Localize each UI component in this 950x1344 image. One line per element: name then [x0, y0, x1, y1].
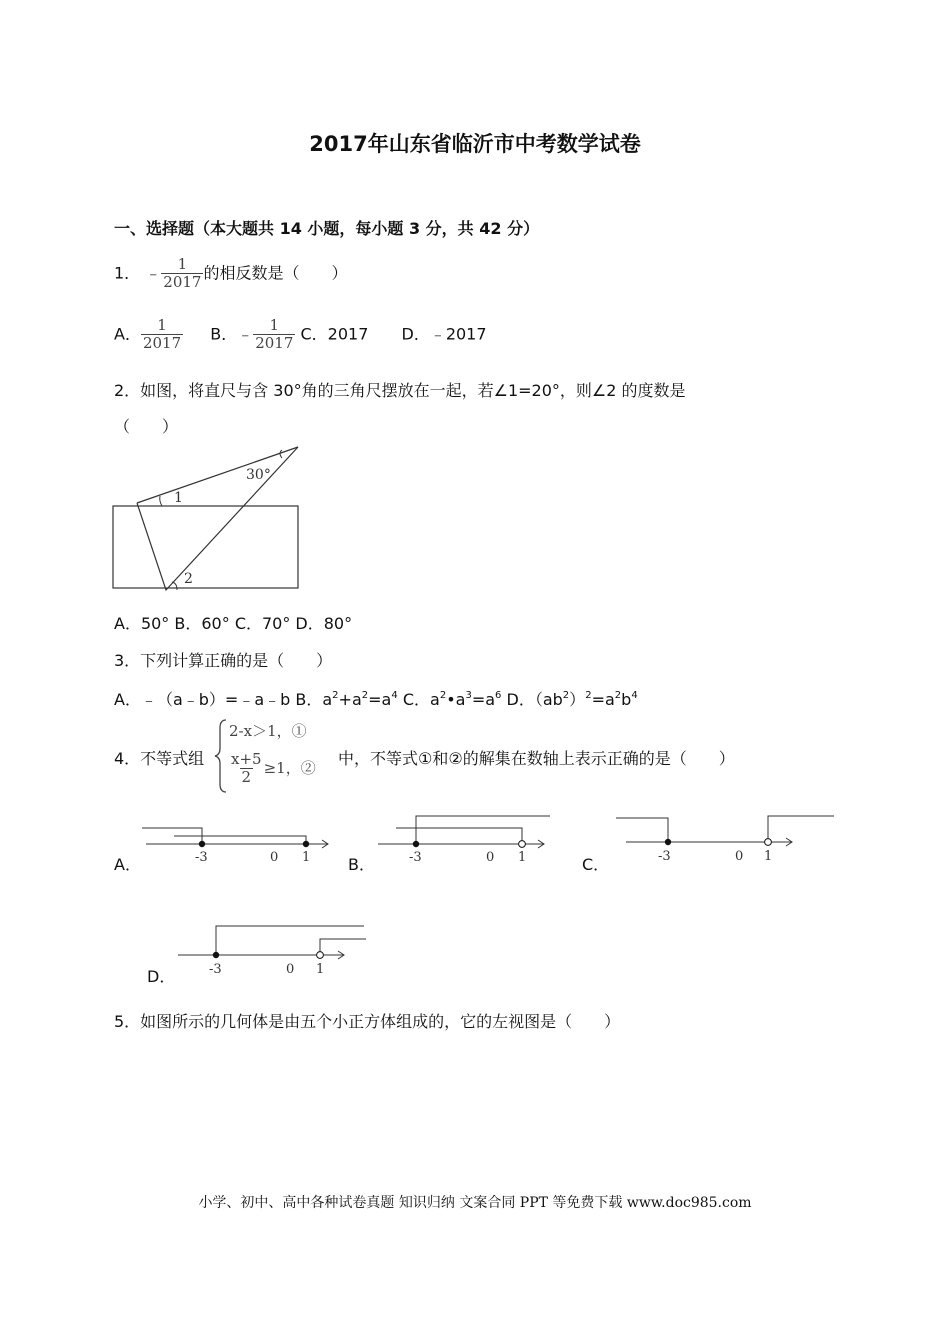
label-angle-2: 2	[184, 571, 193, 587]
q1-number: 1．	[114, 263, 141, 283]
svg-text:-3: -3	[209, 962, 222, 977]
svg-text:1: 1	[302, 850, 311, 865]
a-solid-point-m3	[199, 841, 205, 847]
svg-text:-3: -3	[195, 850, 208, 865]
q4-prefix: 4．不等式组	[114, 749, 205, 768]
q1-option-a-fraction	[141, 318, 183, 352]
q4-option-a-numberline	[138, 818, 338, 868]
q3-stem: 3．下列计算正确的是（ ）	[114, 651, 333, 670]
q1-frac-num: 1	[177, 255, 188, 273]
svg-text:1: 1	[316, 962, 325, 977]
q1-option-b-fraction	[253, 318, 295, 352]
angle-30-arc	[280, 450, 282, 458]
section-heading: 一、选择题（本大题共 14 小题，每小题 3 分，共 42 分）	[114, 219, 540, 238]
q4-option-c-label: C．	[582, 855, 610, 874]
q4-option-b-label: B．	[348, 855, 375, 874]
q2-blank: （ ）	[114, 417, 179, 436]
q1-frac-den: 2017	[163, 272, 202, 291]
q2-options: A．50° B．60° C．70° D．80°	[114, 614, 353, 633]
q1-option-a-label: A．	[114, 324, 141, 344]
q1-a-num: 1	[157, 316, 167, 334]
q4-inequality-2: $\frac{x+5}{2}$ ≥1，②	[231, 750, 316, 786]
q3-option-a: A．﹣（a﹣b）=﹣a﹣b	[114, 690, 291, 709]
q1-option-b-label: B．﹣	[210, 324, 254, 344]
q1-b-den: 2017	[255, 333, 294, 352]
q4-option-c-numberline	[612, 810, 838, 870]
q4-option-d-numberline	[172, 920, 372, 980]
label-30deg: 30°	[246, 467, 271, 483]
q1-fraction	[161, 257, 203, 291]
svg-text:0: 0	[270, 850, 279, 865]
q4-option-a-label: A．	[114, 855, 141, 874]
q1-option-d: D．﹣2017	[401, 324, 487, 344]
q4-ineq2-fraction: $\frac{x+5}{2}$	[231, 750, 262, 786]
page-footer: 小学、初中、高中各种试卷真题 知识归纳 文案合同 PPT 等免费下载 www.doc985.com	[198, 1195, 752, 1211]
q3-option-c: C．$a^2•a^3=a^6$	[402, 690, 502, 709]
svg-text:-3: -3	[658, 849, 671, 864]
q4-suffix: 中，不等式①和②的解集在数轴上表示正确的是（ ）	[338, 749, 735, 768]
triangle	[137, 447, 298, 590]
question-1	[114, 257, 348, 291]
q2-stem: 2．如图，将直尺与含 30°角的三角尺摆放在一起，若∠1=20°，则∠2 的度数是	[114, 381, 686, 400]
q4-inequality-1: 2-x＞1，①	[229, 722, 307, 740]
q1-b-num: 1	[269, 316, 280, 334]
q1-text: 的相反数是（ ）	[203, 263, 348, 283]
a-solid-point-1	[303, 841, 309, 847]
q3-options	[114, 687, 638, 710]
q3-option-b: B．$a^2+a^2=a^4$	[295, 690, 398, 709]
svg-text:0: 0	[486, 850, 495, 865]
angle-1-arc	[160, 496, 162, 506]
page-title: 2017年山东省临沂市中考数学试卷	[309, 132, 641, 156]
q1-a-den: 2017	[142, 333, 182, 352]
q4-option-d-label: D．	[147, 967, 176, 986]
q2-figure	[110, 440, 310, 600]
q1-option-c: C．2017	[300, 324, 369, 344]
svg-text:1: 1	[764, 849, 773, 864]
q1-minus: ﹣	[145, 263, 162, 283]
svg-text:0: 0	[286, 962, 295, 977]
q1-options	[114, 318, 487, 352]
svg-text:0: 0	[735, 849, 744, 864]
label-angle-1: 1	[174, 490, 183, 506]
q5-stem: 5．如图所示的几何体是由五个小正方体组成的，它的左视图是（ ）	[114, 1012, 621, 1031]
q3-option-d: D．$(ab^2)^2=a^2b^4$	[506, 690, 638, 709]
svg-text:-3: -3	[409, 850, 422, 865]
q4-brace	[214, 718, 228, 794]
q4-option-b-numberline	[372, 808, 562, 868]
svg-text:1: 1	[518, 850, 527, 865]
